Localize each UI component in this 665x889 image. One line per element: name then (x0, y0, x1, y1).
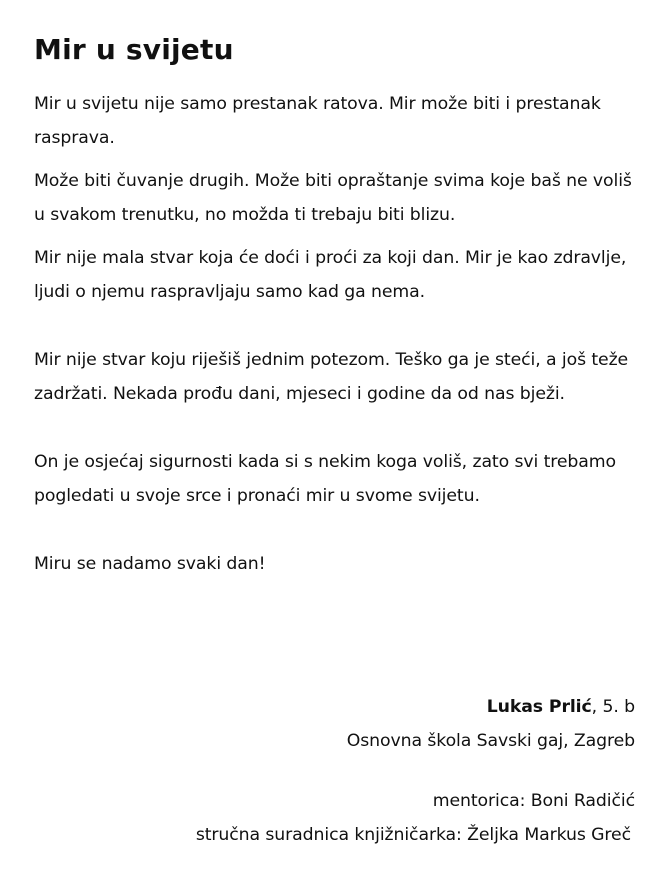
paragraph-gap (34, 420, 637, 445)
author-name: Lukas Prlić (486, 697, 592, 717)
paragraph: Može biti čuvanje drugih. Može biti opraštanje svima koje baš ne voliš u svakom trenutku, no možda ti trebaju biti blizu. (34, 171, 632, 225)
signature-gap (196, 758, 635, 784)
paragraph: Mir u svijetu nije samo prestanak ratova. Mir može biti i prestanak rasprava. (34, 94, 601, 148)
librarian-line: stručna suradnica knjižničarka: Željka Markus Greč (195, 825, 631, 845)
paragraph: On je osjećaj sigurnosti kada si s nekim koga voliš, zato svi trebamo pogledati u svoje srce i pronaći mir u svome svijetu. (34, 452, 616, 506)
school-name: Osnovna škola Savski gaj, Zagreb (346, 731, 635, 751)
closing-line: Miru se nadamo svaki dan! (34, 554, 266, 574)
author-class: , 5. b (591, 697, 635, 717)
signature-block (196, 690, 635, 852)
document-title: Mir u svijetu (34, 33, 234, 66)
document-body (34, 87, 637, 581)
paragraph: Mir nije mala stvar koja će doći i proći za koji dan. Mir je kao zdravlje, ljudi o njemu raspravljaju samo kad ga nema. (34, 248, 627, 302)
paragraph-gap (34, 318, 637, 343)
paragraph: Mir nije stvar koju riješiš jednim potezom. Teško ga je steći, a još teže zadržati. Nekada prođu dani, mjeseci i godine da od nas bježi. (34, 350, 629, 404)
paragraph-gap (34, 522, 637, 547)
author-line (196, 690, 635, 724)
mentor-line: mentorica: Boni Radičić (432, 791, 635, 811)
